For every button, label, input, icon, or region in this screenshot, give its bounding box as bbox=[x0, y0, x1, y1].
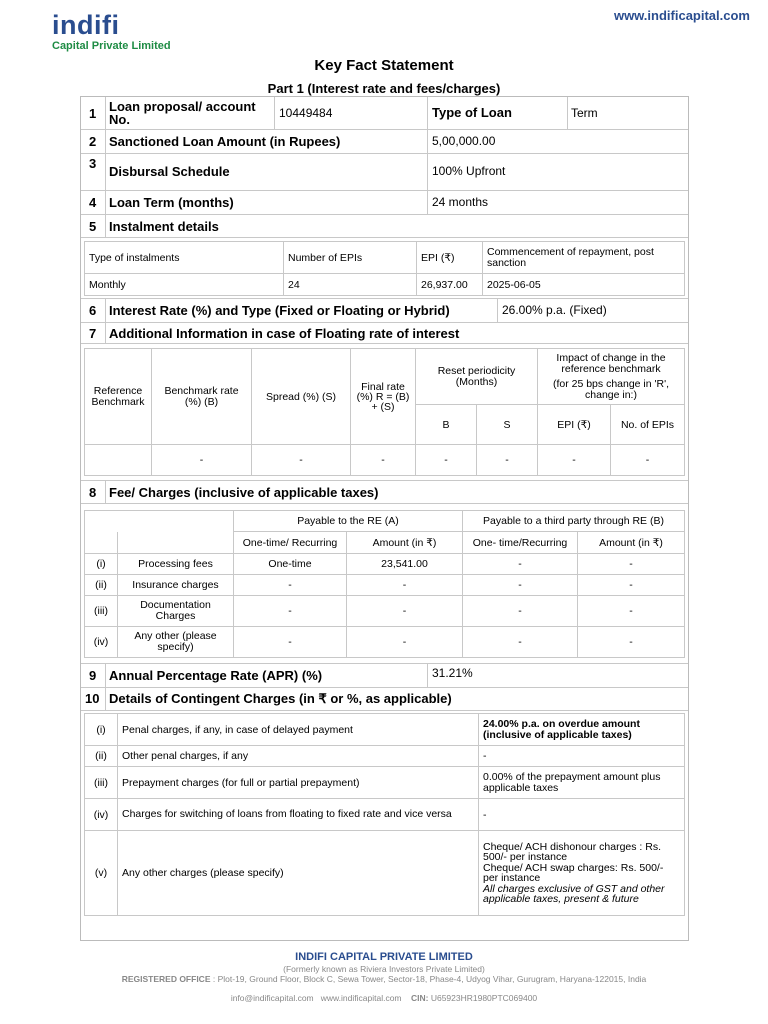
company-logo bbox=[52, 10, 171, 52]
footer-office-address: : Plot-19, Ground Floor, Block C, Sewa Tower, Sector-18, Phase-4, Udyog Vihar, Gurugram, Haryana-122015, India bbox=[212, 974, 647, 984]
floating-value bbox=[85, 445, 152, 476]
loan-term-value: 24 months bbox=[432, 195, 489, 209]
epi-count-header: Number of EPIs bbox=[284, 242, 417, 274]
fee-index: (ii) bbox=[85, 575, 118, 596]
footer-formerly: (Formerly known as Riviera Investors Private Limited) bbox=[283, 964, 485, 974]
fee-re-amount: - bbox=[347, 575, 463, 596]
instalment-type-value: Monthly bbox=[85, 274, 284, 296]
reset-periodicity-header: Reset periodicity (Months) bbox=[416, 349, 538, 405]
contingent-index: (iii) bbox=[85, 767, 118, 799]
instalment-label: Instalment details bbox=[109, 219, 219, 234]
impact-header-line2: (for 25 bps change in 'R', change in:) bbox=[552, 377, 670, 401]
fee-third-type: - bbox=[463, 627, 578, 658]
table-row bbox=[85, 575, 685, 596]
website-link[interactable]: www.indificapital.com bbox=[613, 8, 750, 23]
table-row bbox=[85, 627, 685, 658]
impact-header bbox=[538, 349, 685, 405]
contingent-index: (ii) bbox=[85, 746, 118, 767]
disbursal-value: 100% Upfront bbox=[432, 164, 506, 178]
logo-subtitle: Capital Private Limited bbox=[52, 40, 171, 52]
epi-amount-value: 26,937.00 bbox=[417, 274, 483, 296]
no-of-epis-header: No. of EPIs bbox=[611, 405, 685, 445]
contingent-label: Details of Contingent Charges (in ₹ or %, as applicable) bbox=[109, 691, 452, 706]
epi-count-value: 24 bbox=[284, 274, 417, 296]
fee-third-type: - bbox=[463, 554, 578, 575]
instalment-table bbox=[84, 241, 685, 296]
fee-third-amount: - bbox=[578, 575, 685, 596]
loan-type-label: Type of Loan bbox=[432, 105, 512, 120]
apr-value: 31.21% bbox=[432, 666, 473, 680]
floating-rate-table bbox=[84, 348, 685, 476]
document-title: Key Fact Statement bbox=[314, 57, 454, 74]
commencement-header: Commencement of repayment, post sanction bbox=[483, 242, 685, 274]
fee-re-type: - bbox=[234, 596, 347, 627]
fee-name: Processing fees bbox=[118, 554, 234, 575]
floating-value: - bbox=[611, 445, 685, 476]
contingent-value: - bbox=[479, 799, 685, 831]
contingent-name: Penal charges, if any, in case of delayed payment bbox=[118, 714, 479, 746]
table-row bbox=[85, 799, 685, 831]
row-3-number: 3 bbox=[89, 156, 97, 171]
fee-index: (iii) bbox=[85, 596, 118, 627]
row-8-number: 8 bbox=[89, 485, 97, 500]
sanctioned-amount-label: Sanctioned Loan Amount (in Rupees) bbox=[109, 134, 341, 149]
fees-label: Fee/ Charges (inclusive of applicable taxes) bbox=[109, 485, 379, 500]
contingent-table bbox=[84, 713, 685, 916]
fee-third-amount: - bbox=[578, 596, 685, 627]
impact-header-line1: Impact of change in the reference benchmark bbox=[556, 351, 666, 375]
contingent-index: (i) bbox=[85, 714, 118, 746]
row-5-number: 5 bbox=[89, 219, 97, 234]
epi-change-header: EPI (₹) bbox=[538, 405, 611, 445]
row-4-number: 4 bbox=[89, 195, 97, 210]
instalment-type-header: Type of instalments bbox=[85, 242, 284, 274]
fee-third-amount: - bbox=[578, 627, 685, 658]
benchmark-rate-header: Benchmark rate (%) (B) bbox=[152, 349, 252, 445]
floating-value: - bbox=[252, 445, 351, 476]
contingent-name: Prepayment charges (for full or partial prepayment) bbox=[118, 767, 479, 799]
payable-re-header: Payable to the RE (A) bbox=[234, 511, 463, 532]
fee-index: (iv) bbox=[85, 627, 118, 658]
row-2-number: 2 bbox=[89, 134, 97, 149]
footer-web[interactable]: www.indificapital.com bbox=[320, 993, 402, 1003]
loan-account-value: 10449484 bbox=[279, 106, 333, 120]
contingent-name: Charges for switching of loans from floating to fixed rate and vice versa bbox=[118, 799, 479, 831]
fee-re-type: - bbox=[234, 575, 347, 596]
loan-term-label: Loan Term (months) bbox=[109, 195, 234, 210]
part1-title: Part 1 (Interest rate and fees/charges) bbox=[267, 81, 501, 96]
fee-re-type: - bbox=[234, 627, 347, 658]
fee-re-type: One-time bbox=[234, 554, 347, 575]
row-6-number: 6 bbox=[89, 303, 97, 318]
footer-cin: U65923HR1980PTC069400 bbox=[430, 993, 538, 1003]
reset-b-header: B bbox=[416, 405, 477, 445]
fee-index: (i) bbox=[85, 554, 118, 575]
table-row bbox=[85, 831, 685, 916]
fee-third-amount: - bbox=[578, 554, 685, 575]
loan-type-value: Term bbox=[571, 106, 598, 120]
row-1-number: 1 bbox=[89, 106, 97, 121]
swap-charges: Cheque/ ACH swap charges: Rs. 500/- per instance bbox=[483, 861, 664, 884]
row-7-number: 7 bbox=[89, 326, 97, 341]
row-9-number: 9 bbox=[89, 668, 97, 683]
loan-account-label: Loan proposal/ account No. bbox=[109, 99, 256, 127]
fee-name: Insurance charges bbox=[118, 575, 234, 596]
re-amount-header: Amount (in ₹) bbox=[347, 532, 463, 554]
footer-email[interactable]: info@indificapital.com bbox=[230, 993, 314, 1003]
floating-info-label: Additional Information in case of Floating rate of interest bbox=[109, 326, 460, 341]
contingent-value bbox=[479, 831, 685, 916]
table-row bbox=[85, 714, 685, 746]
table-row bbox=[85, 767, 685, 799]
fee-name: Any other (please specify) bbox=[118, 627, 234, 658]
fee-third-type: - bbox=[463, 596, 578, 627]
gst-note: All charges exclusive of GST and other applicable taxes, present & future bbox=[483, 882, 665, 905]
sanctioned-amount-value: 5,00,000.00 bbox=[432, 134, 496, 148]
reset-s-header: S bbox=[477, 405, 538, 445]
third-amount-header: Amount (in ₹) bbox=[578, 532, 685, 554]
contingent-index: (v) bbox=[85, 831, 118, 916]
fee-name: Documentation Charges bbox=[118, 596, 234, 627]
dishonour-charges: Cheque/ ACH dishonour charges : Rs. 500/- per instance bbox=[483, 840, 662, 863]
floating-value: - bbox=[538, 445, 611, 476]
interest-rate-value: 26.00% p.a. (Fixed) bbox=[502, 303, 607, 317]
floating-value: - bbox=[152, 445, 252, 476]
re-onetime-header: One-time/ Recurring bbox=[234, 532, 347, 554]
footer-office bbox=[84, 974, 684, 984]
reference-benchmark-header: Reference Benchmark bbox=[85, 349, 152, 445]
apr-label: Annual Percentage Rate (APR) (%) bbox=[109, 668, 323, 683]
third-onetime-header: One- time/Recurring bbox=[463, 532, 578, 554]
footer-cin-label: CIN: bbox=[410, 993, 429, 1003]
fee-third-type: - bbox=[463, 575, 578, 596]
fee-re-amount: - bbox=[347, 627, 463, 658]
payable-third-party-header: Payable to a third party through RE (B) bbox=[463, 511, 685, 532]
table-row bbox=[85, 554, 685, 575]
footer-company: INDIFI CAPITAL PRIVATE LIMITED bbox=[295, 951, 473, 963]
contingent-value: 24.00% p.a. on overdue amount (inclusive of applicable taxes) bbox=[479, 714, 685, 746]
floating-value: - bbox=[477, 445, 538, 476]
contingent-index: (iv) bbox=[85, 799, 118, 831]
floating-value: - bbox=[351, 445, 416, 476]
disbursal-label: Disbursal Schedule bbox=[109, 164, 230, 179]
spread-header: Spread (%) (S) bbox=[252, 349, 351, 445]
final-rate-header: Final rate (%) R = (B) + (S) bbox=[351, 349, 416, 445]
epi-amount-header: EPI (₹) bbox=[417, 242, 483, 274]
floating-value: - bbox=[416, 445, 477, 476]
table-row bbox=[85, 596, 685, 627]
commencement-value: 2025-06-05 bbox=[483, 274, 685, 296]
footer-office-label: REGISTERED OFFICE bbox=[121, 974, 211, 984]
footer-contact bbox=[0, 993, 768, 1003]
table-row bbox=[85, 746, 685, 767]
logo-wordmark: indifi bbox=[52, 10, 120, 40]
row-10-number: 10 bbox=[85, 691, 100, 706]
fees-table bbox=[84, 510, 685, 658]
fee-re-amount: - bbox=[347, 596, 463, 627]
contingent-value: - bbox=[479, 746, 685, 767]
contingent-name: Any other charges (please specify) bbox=[118, 831, 479, 916]
contingent-name: Other penal charges, if any bbox=[118, 746, 479, 767]
contingent-value: 0.00% of the prepayment amount plus applicable taxes bbox=[479, 767, 685, 799]
fee-re-amount: 23,541.00 bbox=[347, 554, 463, 575]
interest-rate-label: Interest Rate (%) and Type (Fixed or Floating or Hybrid) bbox=[109, 303, 450, 318]
